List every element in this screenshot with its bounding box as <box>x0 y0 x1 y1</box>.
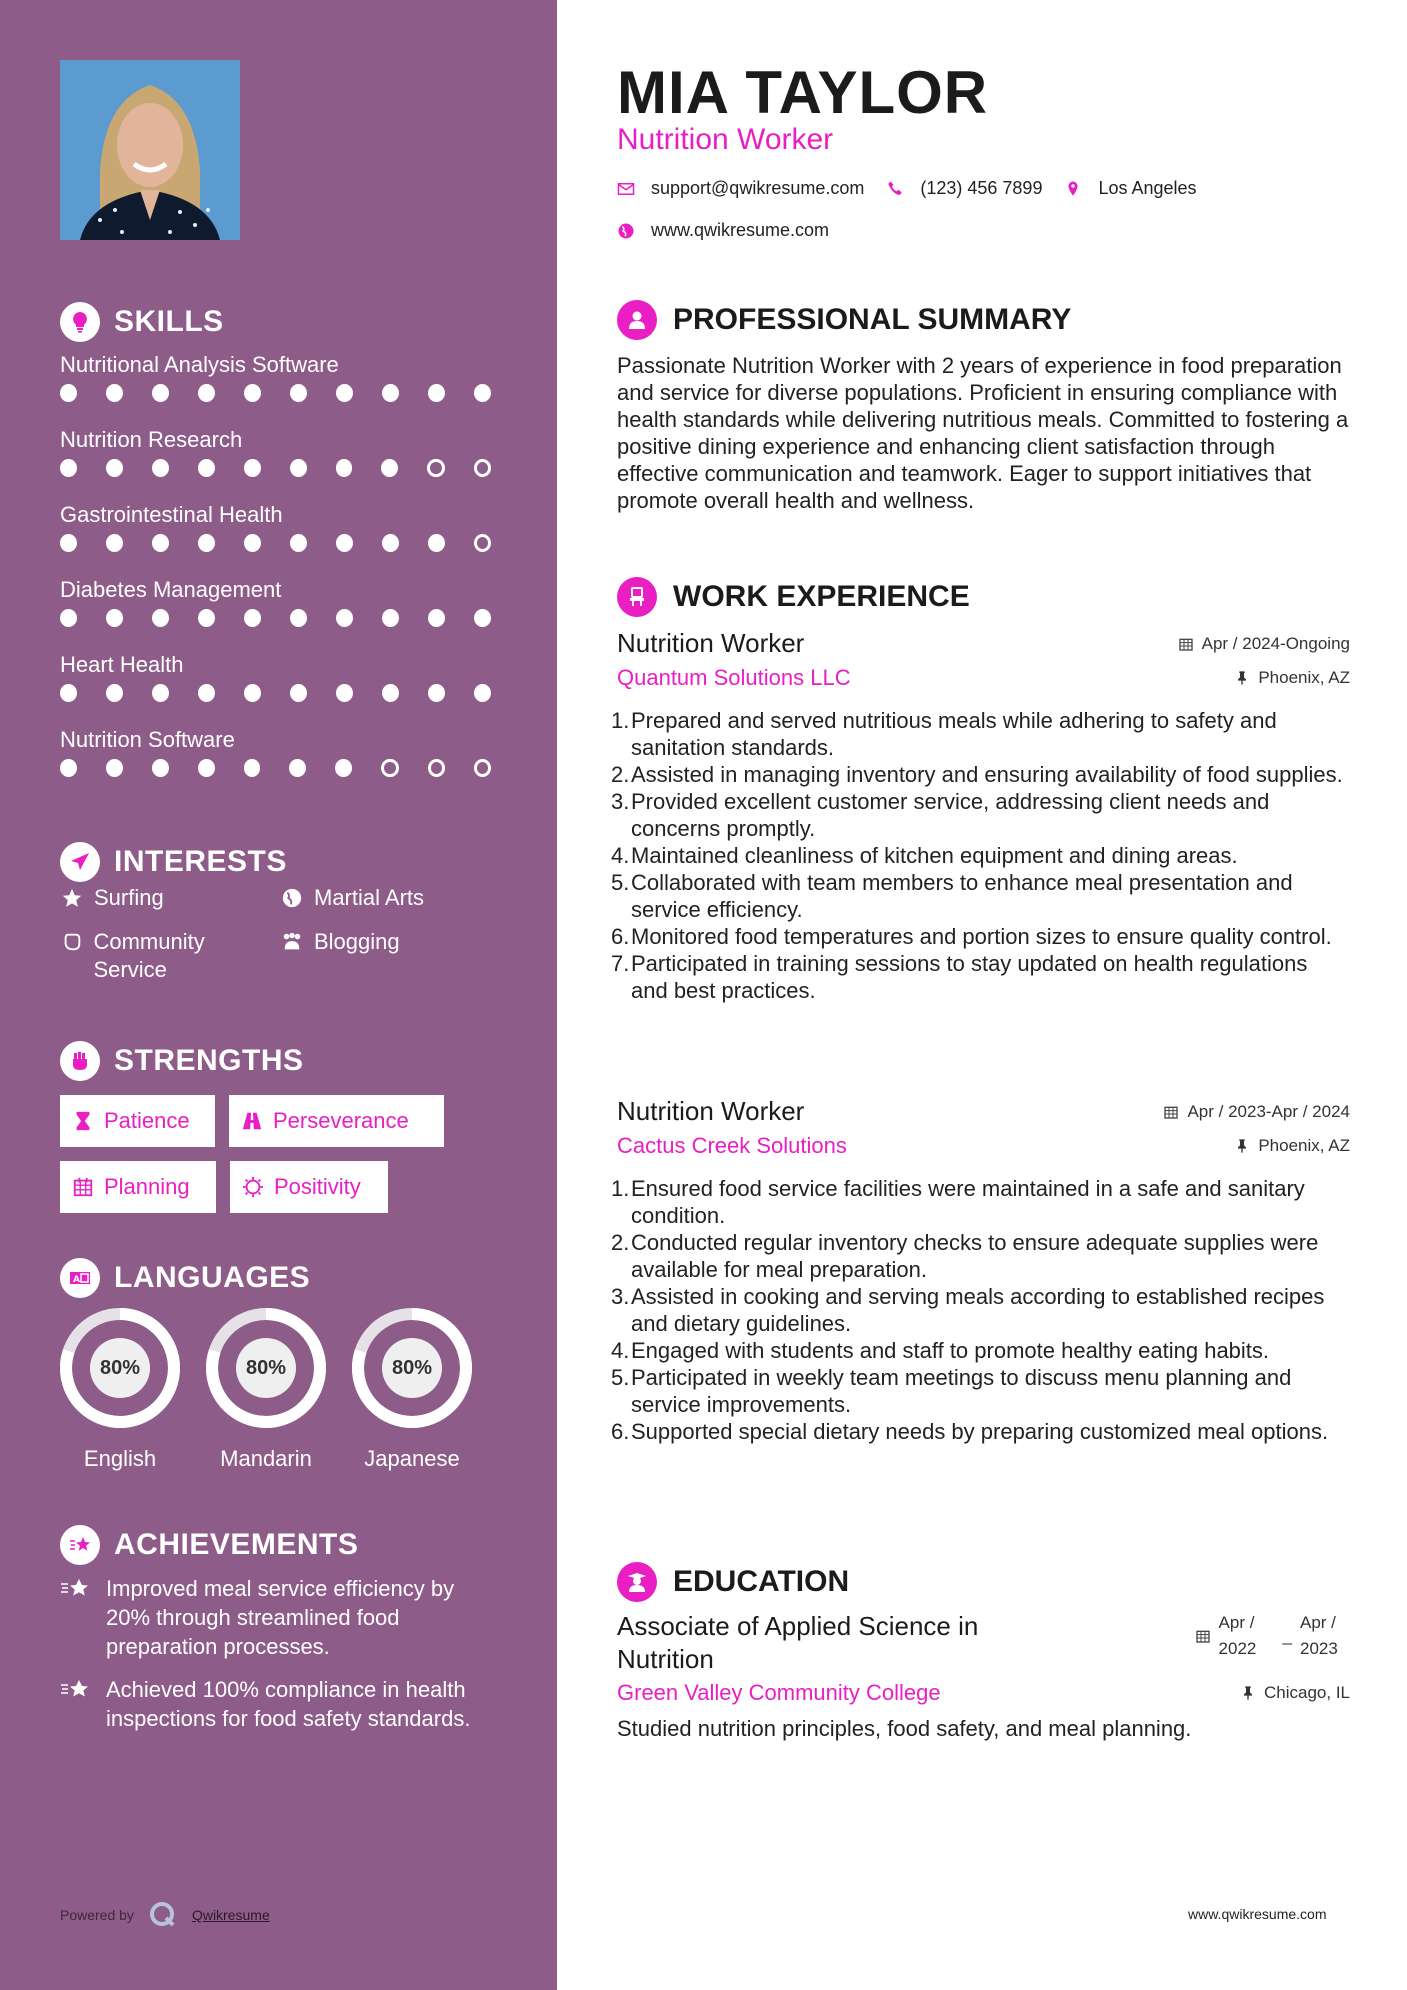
contact-phone <box>886 178 1042 199</box>
strengths-heading <box>60 1041 304 1081</box>
envelope-icon <box>617 180 635 198</box>
location-text: Phoenix, AZ <box>1258 668 1350 687</box>
bullet-number: 7. <box>611 951 630 976</box>
bullet-number: 4. <box>611 843 630 868</box>
paper-plane-icon <box>60 842 100 882</box>
location-text: Los Angeles <box>1098 178 1197 198</box>
pushpin-icon <box>1234 1138 1250 1154</box>
skill-rating <box>60 684 520 702</box>
rating-dot-filled <box>60 609 77 627</box>
bullet-number: 5. <box>611 870 630 895</box>
bullet-text: Conducted regular inventory checks to ensure adequate supplies were available for meal preparation. <box>631 1230 1319 1282</box>
rating-dot-filled <box>336 534 353 552</box>
interests-heading <box>60 842 287 882</box>
language-name: Mandarin <box>220 1446 312 1471</box>
date-text: Apr / 2023-Apr / 2024 <box>1187 1101 1350 1121</box>
bullet-text: Ensured food service facilities were maintained in a safe and sanitary condition. <box>631 1176 1305 1228</box>
lightbulb-icon <box>60 302 100 342</box>
calendar-icon <box>1195 1628 1211 1644</box>
contact-row <box>617 178 1205 199</box>
rating-dot-filled <box>381 459 398 477</box>
bullet-item <box>611 1364 1350 1418</box>
section-title: ACHIEVEMENTS <box>114 1528 359 1561</box>
bullet-item <box>611 869 1350 923</box>
map-pin-icon <box>1064 180 1082 198</box>
rating-dot-filled <box>474 384 491 402</box>
education-entry <box>617 1610 1350 1742</box>
interest-label: Surfing <box>94 885 164 910</box>
bullet-number: 6. <box>611 1419 630 1444</box>
rating-dot-filled <box>152 684 169 702</box>
shooting-star-icon <box>60 1574 92 1661</box>
rating-dot-filled <box>336 459 353 477</box>
rating-dot-filled <box>290 534 307 552</box>
rating-dot-filled <box>198 534 215 552</box>
interests-list <box>60 884 530 984</box>
language-progress-ring <box>352 1308 472 1428</box>
hourglass-icon <box>72 1110 94 1132</box>
rating-dot-filled <box>244 609 261 627</box>
job-location <box>1234 1136 1350 1156</box>
achievement-text: Achieved 100% compliance in health inspections for food safety standards. <box>106 1677 471 1731</box>
skill-item <box>60 650 520 725</box>
section-title: WORK EXPERIENCE <box>673 580 970 613</box>
shooting-star-icon <box>60 1525 100 1565</box>
fist-icon <box>60 1041 100 1081</box>
rating-dot-filled <box>382 534 399 552</box>
bullet-number: 1. <box>611 1176 630 1201</box>
rating-dot-filled <box>152 459 169 477</box>
language-name: Japanese <box>364 1446 460 1471</box>
languages-list <box>60 1308 472 1472</box>
star-icon <box>60 884 84 912</box>
phone-text[interactable]: (123) 456 7899 <box>920 178 1043 198</box>
bullet-number: 3. <box>611 1284 630 1309</box>
rating-dot-filled <box>198 609 215 627</box>
skill-item <box>60 425 520 500</box>
rating-dot-filled <box>152 534 169 552</box>
job-company: Quantum Solutions LLC <box>617 665 851 690</box>
section-title: LANGUAGES <box>114 1261 311 1294</box>
rating-dot-filled <box>382 609 399 627</box>
calendar-icon <box>72 1176 94 1198</box>
rating-dot-filled <box>60 684 77 702</box>
language-progress-ring <box>206 1308 326 1428</box>
chair-icon <box>617 577 657 617</box>
pushpin-icon <box>1240 1685 1256 1701</box>
email-text[interactable]: support@qwikresume.com <box>651 178 865 198</box>
rating-dot-filled <box>336 684 353 702</box>
education-heading <box>617 1562 849 1602</box>
bullet-item <box>611 1175 1350 1229</box>
rating-dot-filled <box>335 759 352 777</box>
job-entry <box>611 628 1350 1004</box>
skills-list <box>60 350 520 800</box>
location-text: Phoenix, AZ <box>1258 1136 1350 1155</box>
rating-dot-filled <box>382 384 399 402</box>
interest-label: Community Service <box>93 929 205 982</box>
skill-rating <box>60 534 520 552</box>
edu-start: Apr / 2022 <box>1218 1613 1257 1658</box>
language-percent: 80% <box>382 1338 442 1398</box>
rating-dot-filled <box>336 609 353 627</box>
rating-dot-filled <box>290 609 307 627</box>
section-title: STRENGTHS <box>114 1044 304 1077</box>
qwikresume-link[interactable]: Qwikresume <box>191 1907 270 1923</box>
job-location <box>1234 668 1350 688</box>
website-text[interactable]: www.qwikresume.com <box>651 220 830 240</box>
calendar-icon <box>1178 636 1194 652</box>
rating-dot-filled <box>152 384 169 402</box>
section-title: SKILLS <box>114 305 224 338</box>
rating-dot-filled <box>336 384 353 402</box>
rating-dot-filled <box>428 384 445 402</box>
language-name: English <box>83 1446 157 1471</box>
bullet-number: 2. <box>611 762 630 787</box>
skill-name: Diabetes Management <box>60 577 282 602</box>
job-company: Cactus Creek Solutions <box>617 1133 847 1158</box>
skill-item <box>60 575 520 650</box>
rating-dot-filled <box>60 384 77 402</box>
rating-dot-filled <box>198 759 215 777</box>
job-entry <box>611 1096 1350 1445</box>
rating-dot-filled <box>106 609 123 627</box>
experience-heading <box>617 577 970 617</box>
edu-description: Studied nutrition principles, food safety, and meal planning. <box>617 1716 1192 1741</box>
achievements-list <box>60 1574 500 1747</box>
skill-rating <box>60 759 520 777</box>
rating-dot-empty <box>474 459 491 477</box>
bullet-number: 3. <box>611 789 630 814</box>
interest-label: Martial Arts <box>314 885 425 910</box>
interest-item <box>280 884 520 912</box>
rating-dot-filled <box>60 534 77 552</box>
rating-dot-empty <box>474 759 491 777</box>
rating-dot-filled <box>106 384 123 402</box>
bullet-number: 4. <box>611 1338 630 1363</box>
bullet-text: Assisted in cooking and serving meals according to established recipes and dietary guidelines. <box>631 1284 1325 1336</box>
rating-dot-filled <box>289 759 306 777</box>
bullet-item <box>611 707 1350 761</box>
bullet-text: Monitored food temperatures and portion sizes to ensure quality control. <box>631 924 1332 949</box>
strengths-list <box>60 1095 520 1213</box>
rating-dot-filled <box>244 534 261 552</box>
job-bullets <box>611 1175 1350 1445</box>
contact-email <box>617 178 864 199</box>
bullet-item <box>611 950 1350 1004</box>
achievement-item <box>60 1675 500 1733</box>
edu-end: Apr / 2023 <box>1300 1613 1338 1658</box>
rating-dot-filled <box>474 609 491 627</box>
pushpin-icon <box>1234 670 1250 686</box>
footer-url[interactable]: www.qwikresume.com <box>1188 1906 1327 1922</box>
skill-rating <box>60 459 520 477</box>
contact-website <box>617 220 829 241</box>
rating-dot-filled <box>382 684 399 702</box>
rating-dot-filled <box>428 534 445 552</box>
bullet-text: Provided excellent customer service, addressing client needs and concerns promptly. <box>631 789 1270 841</box>
shooting-star-icon <box>60 1675 92 1733</box>
strength-label: Patience <box>104 1108 190 1133</box>
strength-label: Perseverance <box>273 1108 409 1133</box>
hand-icon <box>60 928 83 956</box>
bullet-number: 1. <box>611 708 630 733</box>
bullet-number: 5. <box>611 1365 630 1390</box>
edu-school: Green Valley Community College <box>617 1680 941 1705</box>
skill-name: Heart Health <box>60 652 184 677</box>
section-title: INTERESTS <box>114 845 287 878</box>
language-item <box>60 1308 180 1472</box>
rating-dot-empty <box>381 759 398 777</box>
rating-dot-filled <box>106 759 123 777</box>
summary-text: Passionate Nutrition Worker with 2 years of experience in food preparation and service for diverse populations. Proficient in ensuring compliance with health standards while delivering nutritious meals. Committed to fostering a positive dining experience and enhancing client satisfaction through effective communication and teamwork. Eager to support initiatives that promote overall health and wellness. <box>617 353 1349 513</box>
bullet-text: Collaborated with team members to enhance meal presentation and service efficiency. <box>631 870 1293 922</box>
globe-icon <box>280 884 304 912</box>
language-percent: 80% <box>236 1338 296 1398</box>
rating-dot-filled <box>428 684 445 702</box>
sun-icon <box>242 1176 264 1198</box>
candidate-name: MIA TAYLOR <box>617 59 989 126</box>
rating-dot-filled <box>290 384 307 402</box>
strength-chip <box>229 1095 444 1147</box>
rating-dot-filled <box>244 684 261 702</box>
job-dates <box>1163 1102 1350 1122</box>
achievement-text: Improved meal service efficiency by 20% through streamlined food preparation processes. <box>106 1576 455 1659</box>
skill-name: Gastrointestinal Health <box>60 502 283 527</box>
profile-photo <box>60 60 240 240</box>
skill-item <box>60 350 520 425</box>
rating-dot-filled <box>290 459 307 477</box>
edu-location <box>1240 1683 1350 1703</box>
bullet-text: Maintained cleanliness of kitchen equipment and dining areas. <box>631 843 1238 868</box>
skills-heading <box>60 302 224 342</box>
strength-label: Planning <box>104 1174 190 1199</box>
rating-dot-filled <box>198 459 215 477</box>
job-role: Nutrition Worker <box>617 628 805 658</box>
skill-rating <box>60 384 520 402</box>
users-icon <box>280 928 304 956</box>
phone-icon <box>886 180 904 198</box>
bullet-item <box>611 842 1350 869</box>
rating-dot-filled <box>428 609 445 627</box>
user-icon <box>617 300 657 340</box>
interest-item <box>280 928 520 984</box>
interest-item <box>60 884 280 912</box>
bullet-text: Supported special dietary needs by preparing customized meal options. <box>631 1419 1329 1444</box>
rating-dot-filled <box>244 384 261 402</box>
bullet-text: Participated in training sessions to stay updated on health regulations and best practices. <box>631 951 1308 1003</box>
rating-dot-filled <box>106 459 123 477</box>
rating-dot-filled <box>244 459 261 477</box>
qwikresume-logo-icon <box>148 1900 178 1930</box>
edu-degree: Associate of Applied Science in Nutrition <box>617 1611 979 1674</box>
rating-dot-filled <box>106 684 123 702</box>
rating-dot-filled <box>198 684 215 702</box>
job-dates <box>1178 634 1350 654</box>
globe-icon <box>617 222 635 240</box>
section-title: EDUCATION <box>673 1565 850 1598</box>
interest-item <box>60 928 280 984</box>
candidate-title: Nutrition Worker <box>617 123 834 156</box>
graduate-icon <box>617 1562 657 1602</box>
bullet-item <box>611 923 1350 950</box>
bullet-item <box>611 1283 1350 1337</box>
rating-dot-filled <box>474 684 491 702</box>
rating-dot-filled <box>152 609 169 627</box>
calendar-icon <box>1163 1104 1179 1120</box>
rating-dot-empty <box>428 759 445 777</box>
language-item <box>352 1308 472 1472</box>
bullet-text: Engaged with students and staff to promote healthy eating habits. <box>631 1338 1270 1363</box>
summary-heading <box>617 300 1071 340</box>
rating-dot-empty <box>427 459 444 477</box>
bullet-text: Prepared and served nutritious meals while adhering to safety and sanitation standards. <box>631 708 1277 760</box>
powered-by-label: Powered by <box>60 1907 134 1923</box>
skill-name: Nutritional Analysis Software <box>60 352 339 377</box>
rating-dot-filled <box>290 684 307 702</box>
bullet-item <box>611 1229 1350 1283</box>
job-role: Nutrition Worker <box>617 1096 805 1126</box>
skill-name: Nutrition Research <box>60 427 243 452</box>
strength-label: Positivity <box>274 1174 361 1199</box>
achievement-item <box>60 1574 500 1661</box>
strength-chip <box>230 1161 388 1213</box>
skill-item <box>60 725 520 800</box>
bullet-item <box>611 761 1350 788</box>
strength-chip <box>60 1095 215 1147</box>
skill-item <box>60 500 520 575</box>
section-title: PROFESSIONAL SUMMARY <box>673 303 1072 336</box>
bullet-number: 2. <box>611 1230 630 1255</box>
skill-name: Nutrition Software <box>60 727 235 752</box>
language-item <box>206 1308 326 1472</box>
edu-dates: Apr / 2022 _ Apr / 2023 <box>1195 1610 1350 1662</box>
powered-by <box>60 1900 270 1930</box>
date-text: Apr / 2024-Ongoing <box>1201 633 1350 653</box>
job-bullets <box>611 707 1350 1004</box>
skill-rating <box>60 609 520 627</box>
translate-icon <box>60 1258 100 1298</box>
sidebar <box>0 0 557 1990</box>
rating-dot-empty <box>474 534 491 552</box>
languages-heading <box>60 1258 310 1298</box>
bullet-item <box>611 1418 1350 1445</box>
rating-dot-filled <box>60 459 77 477</box>
bullet-item <box>611 788 1350 842</box>
rating-dot-filled <box>244 759 261 777</box>
rating-dot-filled <box>106 534 123 552</box>
strength-chip <box>60 1161 216 1213</box>
contact-location <box>1064 178 1196 199</box>
achievements-heading <box>60 1525 358 1565</box>
bullet-text: Assisted in managing inventory and ensuring availability of food supplies. <box>631 762 1343 787</box>
language-percent: 80% <box>90 1338 150 1398</box>
bullet-number: 6. <box>611 924 630 949</box>
interest-label: Blogging <box>314 929 400 954</box>
svg-text:A: A <box>73 1275 80 1285</box>
bullet-text: Participated in weekly team meetings to discuss menu planning and service improvements. <box>631 1365 1292 1417</box>
bullet-item <box>611 1337 1350 1364</box>
rating-dot-filled <box>152 759 169 777</box>
rating-dot-filled <box>198 384 215 402</box>
rating-dot-filled <box>60 759 77 777</box>
location-text: Chicago, IL <box>1264 1683 1350 1702</box>
road-icon <box>241 1110 263 1132</box>
language-progress-ring <box>60 1308 180 1428</box>
